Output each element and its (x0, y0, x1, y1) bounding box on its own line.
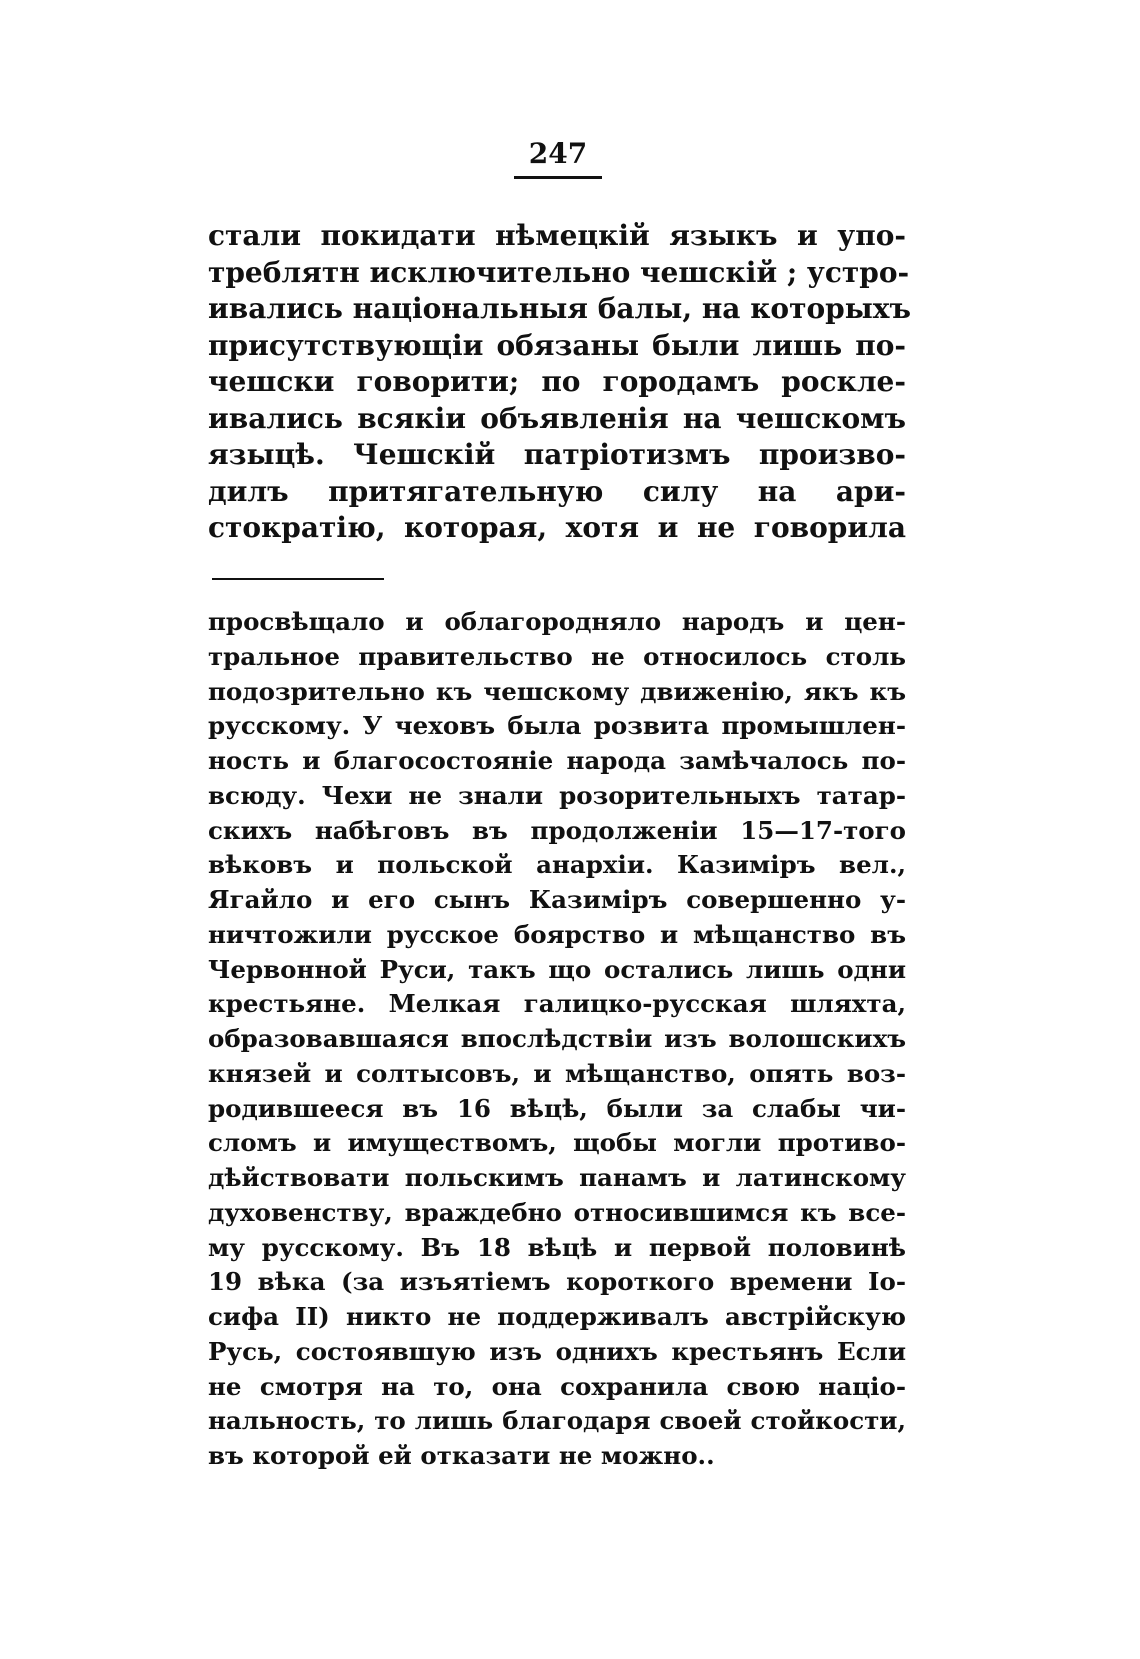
footnote-line: не смотря на то, она сохранила свою націо- (208, 1371, 906, 1401)
main-text-line: чешски говорити; по городамъ роскле- (208, 365, 906, 398)
footnote (208, 605, 906, 1474)
footnote-line: духовенству, враждебно относившимся къ все- (208, 1197, 906, 1227)
main-text-line: присутствующіи обязаны были лишь по- (208, 328, 906, 362)
main-text-line: дилъ притягательную силу на ари- (208, 474, 906, 508)
footnote-line: скихъ набѣговъ въ продолженіи 15—17-того (208, 815, 906, 845)
footnote-line: вѣковъ и польской анархіи. Казиміръ вел., (208, 850, 906, 880)
main-text-line: ивались національныя балы, на которыхъ (208, 292, 911, 325)
main-text (208, 218, 911, 547)
footnote-line: образовавшаяся впослѣдствіи изъ волошскихъ (208, 1024, 906, 1053)
footnote-line: крестьяне. Мелкая галицко-русская шляхта, (208, 989, 906, 1019)
footnote-line: князей и солтысовъ, и мѣщанство, опять воз- (208, 1058, 906, 1088)
footnote-separator (212, 578, 384, 580)
footnote-line: просвѣщало и облагороднялo народъ и цен- (208, 607, 906, 636)
footnote-line: Червонной Руси, такъ що остались лишь одни (208, 954, 906, 984)
main-text-line: языцѣ. Чешскій патріотизмъ произво- (208, 438, 906, 471)
main-text-line: стократію, которая, хотя и не говорила (208, 511, 906, 544)
footnote-line: ность и благосостояніе народа замѣчалось по- (208, 746, 906, 775)
footnote-line: всюду. Чехи не знали розорительныхъ татар- (208, 780, 906, 810)
footnote-line: въ которой ей отказати не можно.. (208, 1441, 715, 1470)
footnote-line: дѣйствовати польскимъ панамъ и латинскому (208, 1163, 906, 1192)
footnote-line: нальность, то лишь благодаря своей стойкости, (208, 1406, 906, 1436)
page-number-underline (514, 176, 602, 179)
footnote-line: русскому. У чеховъ была розвита промышлен- (208, 711, 906, 741)
footnote-line: Русь, состоявшую изъ однихъ крестьянъ Если (208, 1336, 906, 1366)
footnote-line: Ягайло и его сынъ Казиміръ совершенно у- (208, 885, 906, 914)
main-text-line: стали покидати нѣмецкій языкъ и упо- (208, 219, 906, 252)
footnote-line: ничтожили русское боярство и мѣщанство въ (208, 919, 906, 949)
page-number: 247 (528, 137, 588, 170)
main-text-line: треблятн исключительно чешскій ; устро- (208, 255, 910, 289)
footnote-line: сломъ и имуществомъ, щобы могли противо- (208, 1128, 906, 1158)
footnote-line: подозрительно къ чешскому движенію, якъ къ (208, 676, 906, 706)
main-text-line: ивались всякіи объявленія на чешскомъ (208, 401, 906, 435)
footnote-line: 19 вѣка (за изъятіемъ короткого времени Іо- (208, 1267, 906, 1297)
footnote-line: му русскому. Въ 18 вѣцѣ и первой половинѣ (208, 1232, 906, 1262)
footnote-line: тральное правительство не относилось столь (208, 641, 906, 671)
footnote-line: сифа II) никто не поддерживалъ австрійскую (208, 1302, 906, 1331)
footnote-line: родившееся въ 16 вѣцѣ, были за слабы чи- (208, 1093, 906, 1123)
